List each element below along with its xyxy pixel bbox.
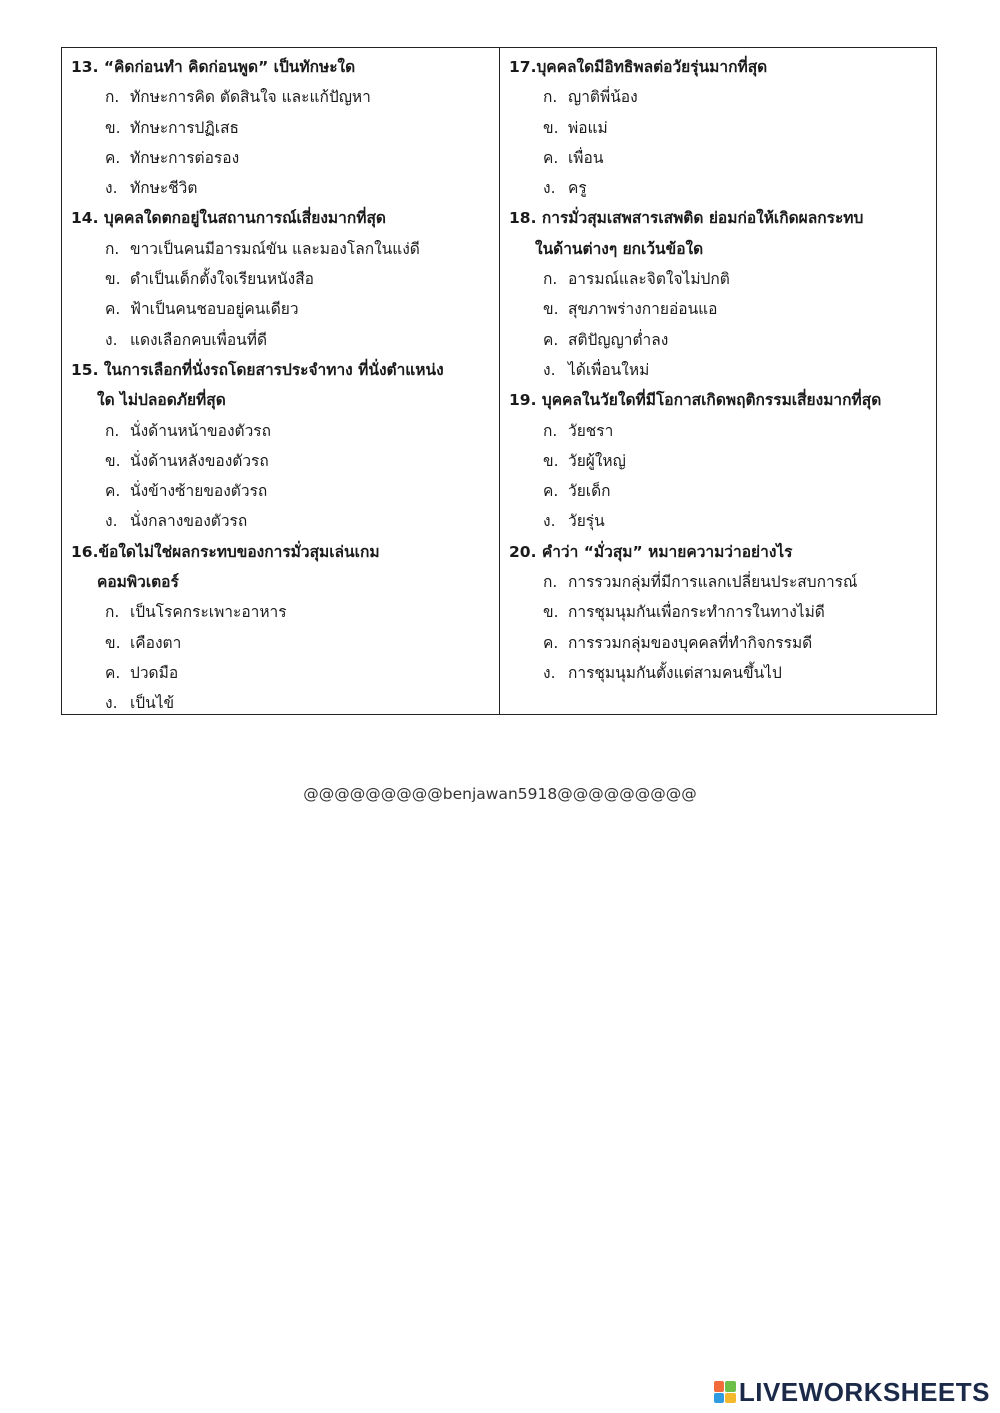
question-15-continued: ใด ไม่ปลอดภัยที่สุด (97, 391, 226, 410)
question-18: 18. การมั่วสุมเสพสารเสพติด ย่อมก่อให้เกิดผลกระทบ (509, 209, 864, 228)
option-16-c: ค. ปวดมือ (105, 663, 179, 682)
option-19-b: ข. วัยผู้ใหญ่ (543, 451, 626, 470)
question-13: 13. “คิดก่อนทำ คิดก่อนพูด” เป็นทักษะใด (71, 58, 356, 76)
option-20-d: ง. การชุมนุมกันตั้งแต่สามคนขึ้นไป (543, 663, 782, 682)
option-18-c: ค. สติปัญญาต่ำลง (543, 330, 669, 349)
option-18-b: ข. สุขภาพร่างกายอ่อนแอ (543, 300, 718, 319)
option-17-c: ค. เพื่อน (543, 148, 604, 167)
option-13-a: ก. ทักษะการคิด ตัดสินใจ และแก้ปัญหา (105, 88, 371, 107)
left-column (62, 48, 500, 714)
liveworksheets-logo-icon (714, 1381, 736, 1403)
option-17-a: ก. ญาติพี่น้อง (543, 88, 638, 107)
option-20-a: ก. การรวมกลุ่มที่มีการแลกเปลี่ยนประสบการณ์ (543, 573, 858, 592)
option-15-c: ค. นั่งข้างซ้ายของตัวรถ (105, 482, 268, 501)
option-15-d: ง. นั่งกลางของตัวรถ (105, 512, 248, 531)
option-15-a: ก. นั่งด้านหน้าของตัวรถ (105, 421, 271, 440)
liveworksheets-brand[interactable] (714, 1378, 990, 1406)
question-20: 20. คำว่า “มั่วสุม” หมายความว่าอย่างไร (509, 542, 793, 561)
logo-tile (725, 1381, 736, 1392)
option-14-c: ค. ฟ้าเป็นคนชอบอยู่คนเดียว (105, 300, 299, 319)
option-20-c: ค. การรวมกลุ่มของบุคคลที่ทำกิจกรรมดี (543, 633, 813, 652)
question-17: 17.บุคคลใดมีอิทธิพลต่อวัยรุ่นมากที่สุด (509, 58, 768, 76)
option-20-b: ข. การชุมนุมกันเพื่อกระทำการในทางไม่ดี (543, 603, 825, 622)
option-16-b: ข. เคืองตา (105, 633, 182, 652)
logo-tile (725, 1393, 736, 1404)
logo-tile (714, 1381, 725, 1392)
logo-tile (714, 1393, 725, 1404)
question-15: 15. ในการเลือกที่นั่งรถโดยสารประจำทาง ที่นั่งตำแหน่ง (71, 360, 444, 379)
brand-name: LIVEWORKSHEETS (738, 1376, 990, 1407)
question-19: 19. บุคคลในวัยใดที่มีโอกาสเกิดพฤติกรรมเสี่ยงมากที่สุด (509, 391, 882, 410)
option-16-d: ง. เป็นไข้ (105, 694, 175, 713)
question-18-continued: ในด้านต่างๆ ยกเว้นข้อใด (535, 239, 704, 258)
option-19-a: ก. วัยชรา (543, 421, 614, 440)
option-17-d: ง. ครู (543, 179, 587, 198)
option-13-b: ข. ทักษะการปฏิเสธ (105, 118, 240, 137)
option-13-c: ค. ทักษะการต่อรอง (105, 148, 240, 167)
option-16-a: ก. เป็นโรคกระเพาะอาหาร (105, 603, 287, 622)
question-16: 16.ข้อใดไม่ใช่ผลกระทบของการมั่วสุมเล่นเกม (71, 542, 380, 561)
option-13-d: ง. ทักษะชีวิต (105, 179, 198, 198)
question-16-continued: คอมพิวเตอร์ (97, 573, 179, 592)
option-17-b: ข. พ่อแม่ (543, 118, 608, 137)
option-19-d: ง. วัยรุ่น (543, 512, 605, 531)
right-column (500, 48, 936, 714)
option-14-d: ง. แดงเลือกคบเพื่อนที่ดี (105, 330, 268, 349)
option-15-b: ข. นั่งด้านหลังของตัวรถ (105, 451, 269, 470)
option-19-c: ค. วัยเด็ก (543, 482, 611, 501)
option-14-a: ก. ขาวเป็นคนมีอารมณ์ขัน และมองโลกในแง่ดี (105, 239, 420, 258)
option-18-a: ก. อารมณ์และจิตใจไม่ปกติ (543, 270, 730, 289)
option-14-b: ข. ดำเป็นเด็กตั้งใจเรียนหนังสือ (105, 270, 314, 289)
question-14: 14. บุคคลใดตกอยู่ในสถานการณ์เสี่ยงมากที่สุด (71, 209, 386, 228)
option-18-d: ง. ได้เพื่อนใหม่ (543, 360, 650, 379)
author-credit: @@@@@@@@@benjawan5918@@@@@@@@@ (303, 785, 697, 803)
worksheet-table (61, 47, 937, 715)
